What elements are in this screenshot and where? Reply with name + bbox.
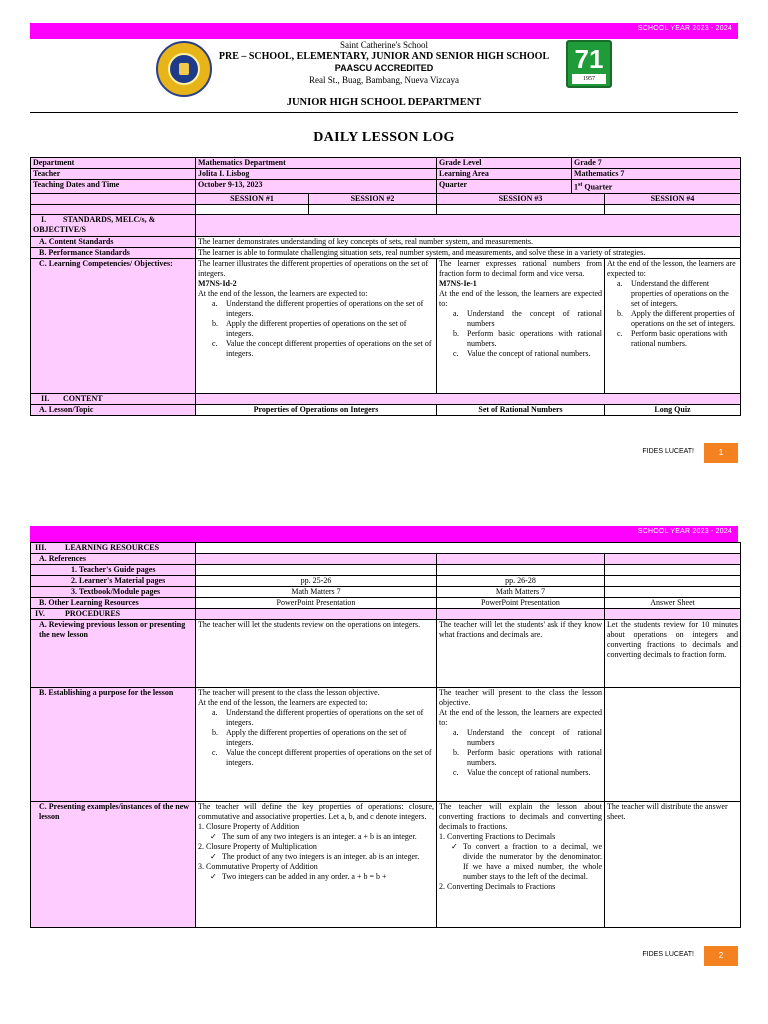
section-1-heading-row bbox=[31, 214, 741, 236]
topic-session-3: Set of Rational Numbers bbox=[437, 404, 605, 415]
competency-list-s1 bbox=[198, 299, 434, 359]
blank-row bbox=[31, 204, 741, 214]
check-icon: ✓ bbox=[210, 832, 217, 841]
blank-cell bbox=[309, 204, 437, 214]
school-address: Real St., Buag, Bambang, Nueva Vizcaya bbox=[308, 75, 459, 85]
list-item: b. Perform basic operations with rational numbers. bbox=[453, 328, 602, 348]
school-year-text: SCHOOL YEAR 2023 - 2024 bbox=[637, 25, 732, 32]
quarter-label: Quarter bbox=[437, 180, 572, 194]
performance-standards-text: The learner is able to formulate challenging situation sets, real number system, and measurements, and solve these in a variety of strategies. bbox=[196, 247, 741, 258]
session-header-row bbox=[31, 193, 741, 204]
other-resources-row bbox=[31, 598, 741, 609]
document-title: DAILY LESSON LOG bbox=[313, 130, 455, 145]
blank-cell bbox=[196, 609, 437, 620]
textbook-label: 3. Textbook/Module pages bbox=[31, 587, 196, 598]
teacher-label: Teacher bbox=[31, 169, 196, 180]
review-label: A. Reviewing previous lesson or presenting the new lesson bbox=[31, 620, 196, 688]
page-2 bbox=[0, 520, 768, 1024]
blank-cell bbox=[605, 587, 741, 598]
presenting-s4: The teacher will distribute the answer sheet. bbox=[605, 802, 741, 928]
list-item: b. Apply the different properties of operations on the set of integers. bbox=[212, 728, 407, 747]
page-1 bbox=[0, 0, 768, 470]
list-item: ✓ To convert a fraction to a decimal, we divide the numerator by the denominator. If we have a mixed number, the whole number stays to the left of the decimal. bbox=[451, 842, 602, 881]
blank-cell bbox=[437, 554, 605, 565]
purpose-lead: At the end of the lesson, the learners are expected to: bbox=[439, 708, 602, 727]
topic-session-4: Long Quiz bbox=[605, 404, 741, 415]
quarter-text: Quarter bbox=[582, 182, 613, 192]
list-item: b. Apply the different properties of operations on the set of integers. bbox=[212, 318, 407, 338]
competencies-session-1 bbox=[196, 258, 437, 393]
anniversary-logo bbox=[566, 40, 612, 88]
section-4-heading-row bbox=[31, 609, 741, 620]
presenting-s1 bbox=[196, 802, 437, 928]
page-2-footer bbox=[606, 946, 738, 966]
anniversary-year: 1957 bbox=[572, 74, 606, 84]
competency-list-s3 bbox=[439, 309, 602, 359]
info-row bbox=[31, 180, 741, 194]
section-2-label: CONTENT bbox=[63, 393, 103, 403]
quarter-num: 1 bbox=[574, 182, 578, 192]
area-value: Mathematics 7 bbox=[572, 169, 741, 180]
tg-pages-row bbox=[31, 565, 741, 576]
section-4-heading bbox=[31, 609, 196, 620]
blank-cell bbox=[196, 554, 437, 565]
session-1-header: SESSION #1 bbox=[196, 193, 309, 204]
check-icon: ✓ bbox=[451, 842, 458, 851]
presenting-label: C. Presenting examples/instances of the new lesson bbox=[31, 802, 196, 928]
section-2-heading-row bbox=[31, 393, 741, 404]
competency-lead: At the end of the lesson, the learners are expected to: bbox=[439, 288, 602, 308]
session-4-header: SESSION #4 bbox=[605, 193, 741, 204]
section-1-spacer bbox=[196, 214, 741, 236]
performance-standards-row bbox=[31, 247, 741, 258]
textbook-row bbox=[31, 587, 741, 598]
presenting-row bbox=[31, 802, 741, 928]
anniversary-mark: 71 bbox=[574, 44, 604, 74]
blank-cell bbox=[605, 554, 741, 565]
purpose-list-s3 bbox=[439, 728, 602, 778]
blank-cell bbox=[196, 204, 309, 214]
content-standards-text: The learner demonstrates understanding of key concepts of sets, real number system, and measurements. bbox=[196, 236, 741, 247]
list-item: c. Perform basic operations with rational numbers. bbox=[617, 328, 728, 348]
quarter-value bbox=[572, 180, 741, 194]
section-1-label: STANDARDS, MELC/s, & OBJECTIVE/S bbox=[33, 214, 156, 234]
grade-label: Grade Level bbox=[437, 158, 572, 169]
competency-lead: At the end of the lesson, the learners are expected to: bbox=[607, 258, 736, 278]
competency-intro: The learner expresses rational numbers from fraction form to decimal form and vice versa. bbox=[439, 258, 602, 278]
performance-standards-label: B. Performance Standards bbox=[31, 247, 196, 258]
grade-value: Grade 7 bbox=[572, 158, 741, 169]
method-heading: 1. Converting Fractions to Decimals bbox=[439, 832, 556, 841]
property-heading: 2. Closure Property of Multiplication bbox=[198, 842, 317, 851]
list-item: a. Understand the different properties of operations on the set of integers. bbox=[617, 278, 729, 308]
tg-pages-label: 1. Teacher's Guide pages bbox=[31, 565, 196, 576]
check-icon: ✓ bbox=[210, 852, 217, 861]
session-3-header: SESSION #3 bbox=[437, 193, 605, 204]
competency-code: M7NS-Id-2 bbox=[198, 278, 237, 288]
section-4-roman: IV. bbox=[35, 609, 45, 618]
blank-cell bbox=[437, 565, 605, 576]
competency-list-s4 bbox=[607, 279, 738, 349]
blank-cell bbox=[605, 204, 741, 214]
school-year-banner bbox=[30, 23, 738, 39]
department-label: Department bbox=[31, 158, 196, 169]
purpose-s1 bbox=[196, 688, 437, 802]
section-3-roman: III. bbox=[35, 543, 47, 552]
purpose-lead: At the end of the lesson, the learners are expected to: bbox=[198, 698, 368, 707]
purpose-s3 bbox=[437, 688, 605, 802]
review-row bbox=[31, 620, 741, 688]
check-list bbox=[198, 872, 434, 882]
list-item: a. Understand the different properties of operations on the set of integers. bbox=[212, 708, 424, 727]
section-3-label: LEARNING RESOURCES bbox=[65, 543, 160, 552]
page-1-footer bbox=[606, 443, 738, 463]
blank-cell bbox=[605, 576, 741, 587]
purpose-intro: The teacher will present to the class the lesson objective. bbox=[198, 688, 380, 697]
footer-motto: FIDES LUCEAT! bbox=[642, 951, 694, 958]
check-list bbox=[198, 852, 434, 862]
method-heading: 2. Converting Decimals to Fractions bbox=[439, 882, 556, 891]
competencies-row bbox=[31, 258, 741, 393]
list-item: c. Value the concept different properties of operations on the set of integers. bbox=[212, 338, 432, 358]
topic-row bbox=[31, 404, 741, 415]
department-value: Mathematics Department bbox=[196, 158, 437, 169]
purpose-label: B. Establishing a purpose for the lesson bbox=[31, 688, 196, 802]
competency-code: M7NS-Ie-1 bbox=[439, 278, 477, 288]
other-resources-s1: PowerPoint Presentation bbox=[196, 598, 437, 609]
section-2-heading bbox=[31, 393, 196, 404]
references-row bbox=[31, 554, 741, 565]
lm-pages-row bbox=[31, 576, 741, 587]
blank-cell bbox=[605, 609, 741, 620]
page-number: 1 bbox=[704, 443, 738, 463]
dates-value: October 9-13, 2023 bbox=[196, 180, 437, 194]
list-item: a. Understand the concept of rational numbers bbox=[453, 728, 602, 747]
list-item: a. Understand the different properties of operations on the set of integers. bbox=[212, 298, 424, 318]
lm-pages-s3: pp. 26-28 bbox=[437, 576, 605, 587]
list-item: ✓ Two integers can be added in any order. a + b = b + bbox=[210, 872, 387, 881]
session-2-header: SESSION #2 bbox=[309, 193, 437, 204]
review-s1: The teacher will let the students review on the operations on integers. bbox=[196, 620, 437, 688]
presenting-intro: The teacher will explain the lesson about converting fractions to decimals and converting decimals to fractions. bbox=[439, 802, 602, 831]
purpose-row bbox=[31, 688, 741, 802]
info-row bbox=[31, 158, 741, 169]
topic-session-1: Properties of Operations on Integers bbox=[196, 404, 437, 415]
lm-pages-label: 2. Learner's Material pages bbox=[31, 576, 196, 587]
section-3-heading-row bbox=[31, 543, 741, 554]
lesson-log-table-p2 bbox=[30, 542, 741, 928]
section-2-spacer bbox=[196, 393, 741, 404]
property-heading: 1. Closure Property of Addition bbox=[198, 822, 300, 831]
topic-label: A. Lesson/Topic bbox=[31, 404, 196, 415]
teacher-value: Jolita I. Lisbog bbox=[196, 169, 437, 180]
review-s4: Let the students review for 10 minutes about operations on integers and converting fractions to decimals and converting decimals to fraction form. bbox=[605, 620, 741, 688]
school-year-text: SCHOOL YEAR 2023 - 2024 bbox=[637, 528, 732, 535]
list-item: ✓ The sum of any two integers is an integer. a + b is an integer. bbox=[210, 832, 417, 841]
info-row bbox=[31, 169, 741, 180]
section-2-roman: II. bbox=[41, 393, 50, 403]
purpose-intro: The teacher will present to the class the lesson objective. bbox=[439, 688, 602, 707]
competency-intro: The learner illustrates the different properties of operations on the set of integers. bbox=[198, 258, 429, 278]
competencies-session-4 bbox=[605, 258, 741, 393]
check-icon: ✓ bbox=[210, 872, 217, 881]
school-name: Saint Catherine's School bbox=[339, 40, 429, 50]
school-levels: PRE – SCHOOL, ELEMENTARY, JUNIOR AND SENIOR HIGH SCHOOL bbox=[218, 51, 550, 62]
blank-cell bbox=[605, 688, 741, 802]
check-list bbox=[439, 842, 602, 882]
property-heading: 3. Commutative Property of Addition bbox=[198, 862, 318, 871]
lesson-log-table-p1 bbox=[30, 157, 741, 416]
other-resources-s4: Answer Sheet bbox=[605, 598, 741, 609]
blank-cell bbox=[605, 565, 741, 576]
competency-lead: At the end of the lesson, the learners are expected to: bbox=[198, 288, 368, 298]
quarter-sup: st bbox=[578, 182, 583, 188]
section-4-label: PROCEDURES bbox=[65, 609, 121, 618]
other-resources-s3: PowerPoint Presentation bbox=[437, 598, 605, 609]
competencies-session-3 bbox=[437, 258, 605, 393]
section-1-roman: I. bbox=[41, 214, 47, 224]
review-s3: The teacher will let the students' ask if they know what fractions and decimals are. bbox=[437, 620, 605, 688]
list-item: c. Value the concept different properties of operations on the set of integers. bbox=[212, 748, 432, 767]
header-divider bbox=[30, 112, 738, 113]
blank-cell bbox=[196, 565, 437, 576]
list-item: a. Understand the concept of rational numbers bbox=[453, 308, 602, 328]
blank-cell bbox=[437, 204, 605, 214]
other-resources-label: B. Other Learning Resources bbox=[31, 598, 196, 609]
school-year-banner bbox=[30, 526, 738, 542]
accreditation: PAASCU ACCREDITED bbox=[334, 63, 434, 73]
blank-cell bbox=[31, 204, 196, 214]
session-header-blank bbox=[31, 193, 196, 204]
department-title: JUNIOR HIGH SCHOOL DEPARTMENT bbox=[286, 97, 482, 108]
check-list bbox=[198, 832, 434, 842]
footer-motto: FIDES LUCEAT! bbox=[642, 448, 694, 455]
area-label: Learning Area bbox=[437, 169, 572, 180]
blank-cell bbox=[437, 609, 605, 620]
purpose-list-s1 bbox=[198, 708, 434, 768]
section-1-heading bbox=[31, 214, 196, 236]
list-item: b. Apply the different properties of operations on the set of integers. bbox=[617, 308, 735, 328]
references-label: A. References bbox=[31, 554, 196, 565]
content-standards-label: A. Content Standards bbox=[31, 236, 196, 247]
textbook-s3: Math Matters 7 bbox=[437, 587, 605, 598]
content-standards-row bbox=[31, 236, 741, 247]
section-3-heading bbox=[31, 543, 196, 554]
textbook-s1: Math Matters 7 bbox=[196, 587, 437, 598]
dates-label: Teaching Dates and Time bbox=[31, 180, 196, 194]
list-item: c. Value the concept of rational numbers. bbox=[453, 768, 591, 777]
competencies-label: C. Learning Competencies/ Objectives: bbox=[31, 258, 196, 393]
list-item: ✓ The product of any two integers is an integer. ab is an integer. bbox=[210, 852, 420, 861]
presenting-s3 bbox=[437, 802, 605, 928]
list-item: b. Perform basic operations with rational numbers. bbox=[453, 748, 602, 767]
page-number: 2 bbox=[704, 946, 738, 966]
lm-pages-s1: pp. 25-26 bbox=[196, 576, 437, 587]
list-item: c. Value the concept of rational numbers. bbox=[453, 348, 591, 358]
section-3-spacer bbox=[196, 543, 741, 554]
presenting-intro: The teacher will define the key properties of operations: closure, commutative and associative properties. Let a, b, and c denote integers. bbox=[198, 802, 434, 821]
